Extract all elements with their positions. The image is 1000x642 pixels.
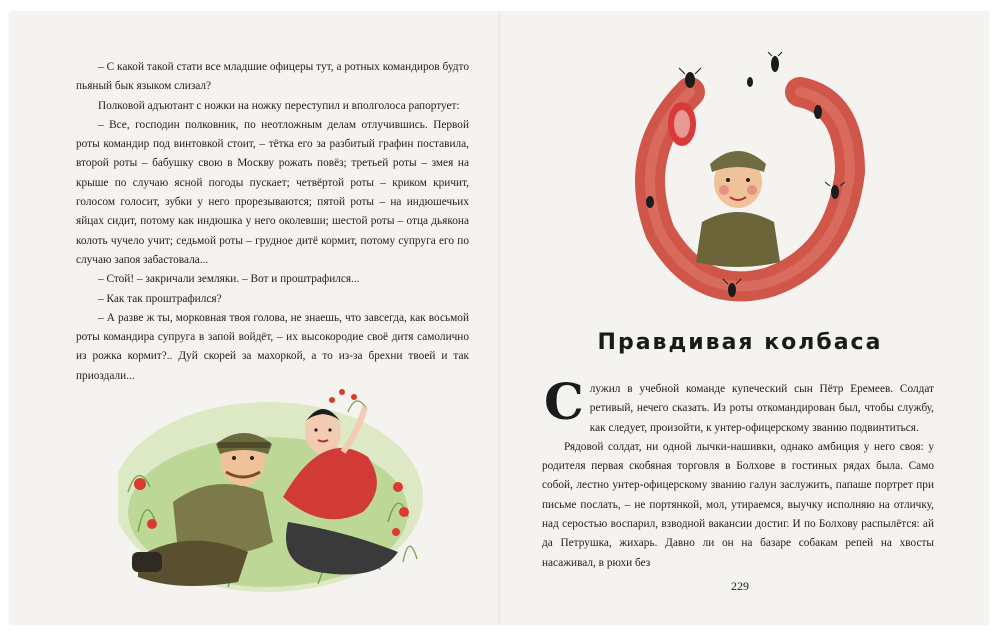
page-gutter: [498, 12, 502, 624]
paragraph: Рядовой солдат, ни одной лычки-нашивки, однако амбиция у него своя: у родителя первая скобяная торговля в Болхове в гостиных рядах была. Само собой, лестно унтер-офицерскому званию галун заслужить, папаше портрет при письме послать, – не портянкой, мол, утираемся, выучку исполняю на отличку, над серостью воспарил, взводной вакансии достиг. И по Болхову распылётся: ай да Петрушка, жихарь. Давно ли он на базаре собакам репей на хвосты насаживал, в рюхи без: [542, 440, 934, 569]
paragraph: – А разве ж ты, морковная твоя голова, не знаешь, что завсегда, как восьмой роты командира супруга в запой войдёт, – их высокородие своё дитя самолично из рожка кормит?.. Дуй скорей за махоркой, а то из-за брехни твоей и так приоздали...: [76, 311, 469, 382]
paragraph: – С какой такой стати все младшие офицеры тут, а ротных командиров будто пьяный бык языком слизал?: [76, 61, 469, 93]
paragraph: – Как так проштрафился?: [98, 292, 222, 305]
book-spread: [10, 12, 988, 624]
paragraph: – Все, господин полковник, по неотложным делам отлучившись. Первой роты командир под винтовкой стоит, – тётка его за разбитый графин поставила, второй роты – бабушку свою в Москву рожать повёз; третьей роты – змея на крыше по случаю ясной погоды пускает; четвёртой роты – криком кричит, голосом голосит, зубки у него прорезываются; пятой роты – на индюшечьих яйцах сидит, потому как индюшка у него околевши; шестой роты – отца дьякона колоть чучело учит; седьмой роты – грудное дитё кормит, потому супруга его по случаю запоя забастовала...: [76, 118, 469, 266]
first-paragraph: [542, 372, 934, 438]
paragraph: – Стой! – закричали земляки. – Вот и проштрафился...: [98, 273, 360, 286]
first-paragraph-text: лужил в учебной команде купеческий сын Пётр Еремеев. Солдат ретивый, нечего сказать. Из роты откомандирован был, чтобы службу, как следует, произойти, к унтер-офицерскому званию подвинтиться.: [589, 383, 934, 434]
chapter-title: Правдивая колбаса: [597, 330, 883, 355]
paragraph: Полковой адъютант с ножки на ножку переступил и вполголоса рапортует:: [98, 99, 460, 112]
drop-cap: С: [544, 372, 584, 431]
illustration-soldier-and-woman: [118, 372, 430, 594]
page-number: 229: [731, 579, 749, 593]
illustration-sausage-ring: [620, 52, 870, 302]
right-page-text: [542, 372, 934, 573]
left-page-text: [76, 58, 469, 386]
